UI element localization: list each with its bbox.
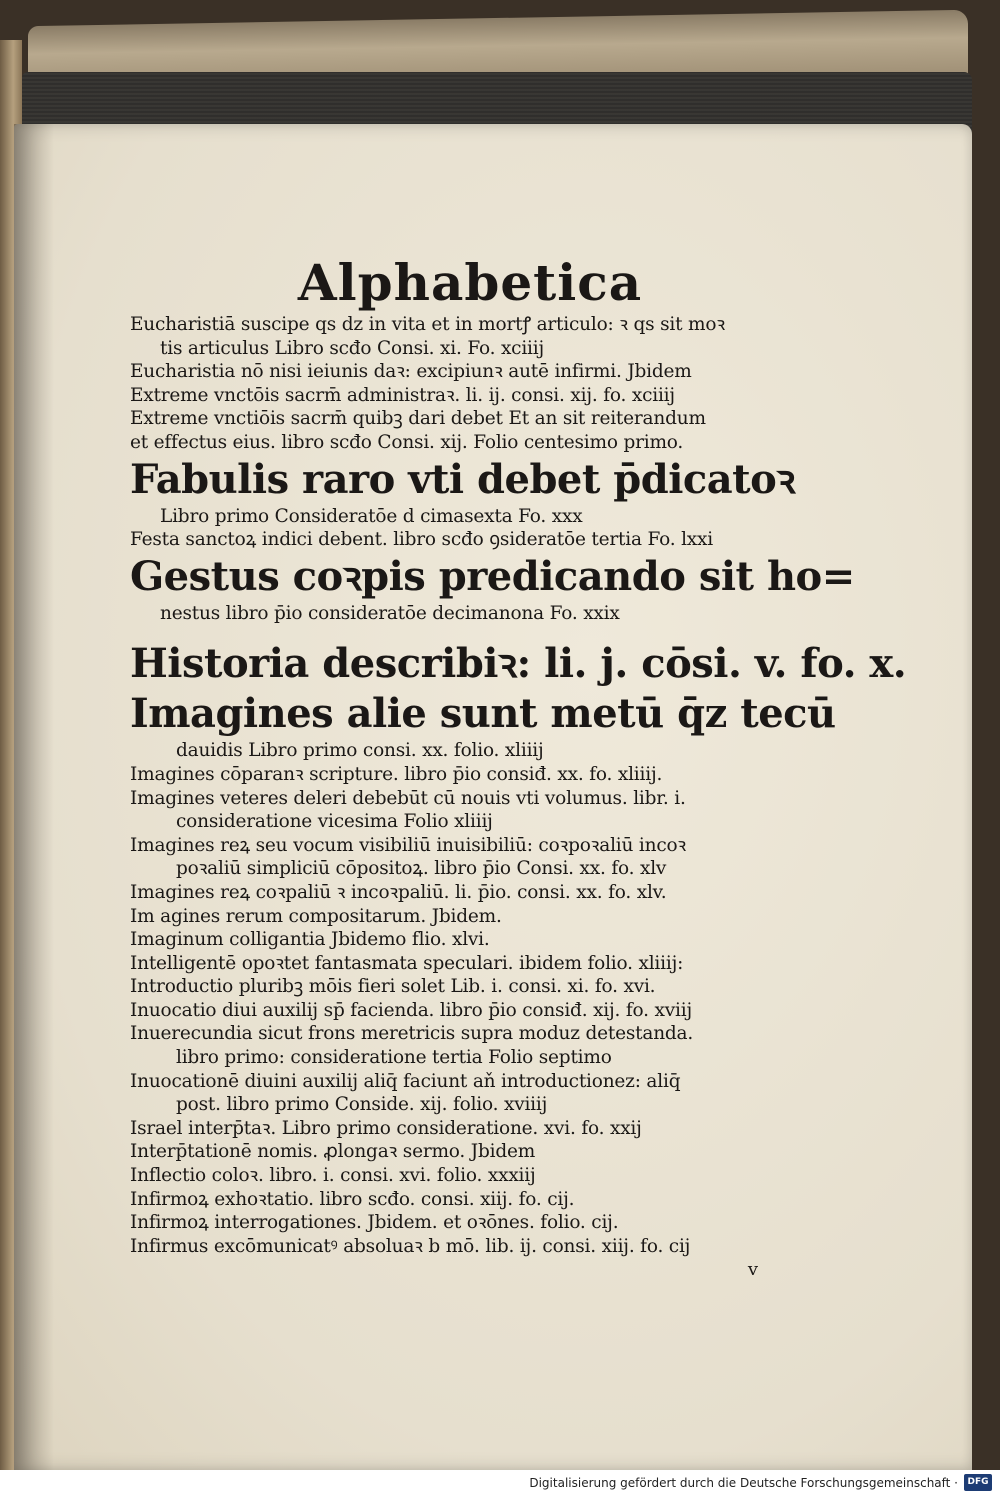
index-entry-line: Inuocationē diuini auxilij aliq̄ faciunt aň introductionez: aliq̄: [130, 1070, 681, 1092]
index-entry-line: et effectus eius. libro scđo Consi. xij. Folio centesimo primo.: [130, 431, 684, 453]
signature-mark: v: [747, 1259, 758, 1281]
index-entry-line: nestus libro p̄io consideratōe decimanona Fo. xxix: [160, 602, 620, 624]
index-entry-line: consideratione vicesima Folio xliiij: [176, 811, 493, 833]
index-entry-line: Extreme vnctiōis sacrm̄ quibꝫ dari debet Et an sit reiterandum: [130, 408, 706, 430]
index-entry-line: dauidis Libro primo consi. xx. folio. xliiij: [176, 740, 544, 762]
index-entry-line: Festa sanctoꝝ indici debent. libro scđo ꝯsideratōe tertia Fo. lxxi: [130, 529, 713, 551]
index-entry-line: post. libro primo Conside. xij. folio. xviiij: [176, 1094, 548, 1116]
index-entry-line: Imagines veteres deleri debebūt cū nouis vti volumus. libr. i.: [130, 787, 686, 809]
index-entry-line: Imagines cōparanꝛ scripture. libro p̄io consiđ. xx. fo. xliiij.: [130, 763, 663, 785]
index-entry-line: Infirmus excōmunicatꝰ absoluaꝛ b mō. lib. ij. consi. xiij. fo. cij: [130, 1235, 691, 1257]
index-entry-line: Interp̄tationē nomis. ꝓlongaꝛ sermo. Jbidem: [130, 1141, 536, 1163]
dfg-logo: DFG: [964, 1474, 992, 1491]
funding-credit: Digitalisierung gefördert durch die Deutsche Forschungsgemeinschaft ·: [529, 1476, 958, 1490]
index-entry-line: Imagines reꝝ seu vocum visibiliū inuisibiliū: coꝛpoꝛaliū incoꝛ: [130, 834, 687, 856]
index-entry-large: Fabulis raro vti debet p̄dicatoꝛ: [130, 455, 795, 503]
index-entry-line: libro primo: consideratione tertia Folio septimo: [176, 1047, 612, 1069]
index-entry-line: Infirmoꝝ exhoꝛtatio. libro scđo. consi. xiij. fo. cij.: [130, 1188, 575, 1210]
index-entry-line: Inflectio coloꝛ. libro. i. consi. xvi. folio. xxxiij: [130, 1165, 536, 1187]
index-entry-line: Introductio pluribꝫ mōis fieri solet Lib. i. consi. xi. fo. xvi.: [130, 976, 656, 998]
page-stack-edge: [22, 72, 972, 132]
index-entry-line: Infirmoꝝ interrogationes. Jbidem. et oꝛōnes. folio. cij.: [130, 1212, 619, 1234]
index-entry-line: Inuerecundia sicut frons meretricis supra moduz detestanda.: [130, 1023, 694, 1045]
index-entry-large: Historia describiꝛ: li. j. cōsi. v. fo. x.: [130, 640, 907, 688]
index-entry-line: poꝛaliū simpliciū cōpositoꝝ. libro p̄io Consi. xx. fo. xlv: [176, 858, 667, 880]
index-entry-large: Gestus coꝛpis predicando sit ho=: [130, 552, 855, 600]
index-entry-line: Inuocatio diui auxilij sp̄ facienda. libro p̄io consiđ. xij. fo. xviij: [130, 999, 692, 1021]
index-entry-line: tis articulus Libro scđo Consi. xi. Fo. xciiij: [160, 337, 545, 359]
index-entry-line: Libro primo Consideratōe d cimasexta Fo. xxx: [160, 505, 583, 527]
footer-bar: [0, 1470, 1000, 1497]
index-entry-line: Eucharistiā suscipe qs dz in vita et in mortꝭ articulo: ꝛ qs sit moꝛ: [130, 314, 725, 335]
index-entry-large: Imagines alie sunt metū q̄z tecū: [130, 690, 836, 738]
index-entry-line: Eucharistia nō nisi ieiunis daꝛ: excipiunꝛ autē infirmi. Jbidem: [130, 361, 692, 383]
index-entry-line: Israel interp̄taꝛ. Libro primo consideratione. xvi. fo. xxij: [130, 1117, 642, 1139]
index-entry-line: Imaginum colligantia Jbidemo flio. xlvi.: [130, 929, 490, 951]
index-entries: [130, 313, 907, 1258]
index-entry-line: Imagines reꝝ coꝛpaliū ꝛ incoꝛpaliū. li. p̄io. consi. xx. fo. xlv.: [130, 881, 667, 903]
page-heading: Alphabetica: [297, 253, 643, 312]
index-entry-line: Intelligentē opoꝛtet fantasmata speculari. ibidem folio. xliiij:: [130, 952, 684, 974]
index-entry-line: Im agines rerum compositarum. Jbidem.: [130, 905, 502, 927]
index-entry-line: Extreme vnctōis sacrm̄ administraꝛ. li. ij. consi. xij. fo. xciiij: [130, 384, 675, 406]
gutter-shadow: [14, 124, 54, 1470]
printed-text-block: [130, 253, 907, 1282]
